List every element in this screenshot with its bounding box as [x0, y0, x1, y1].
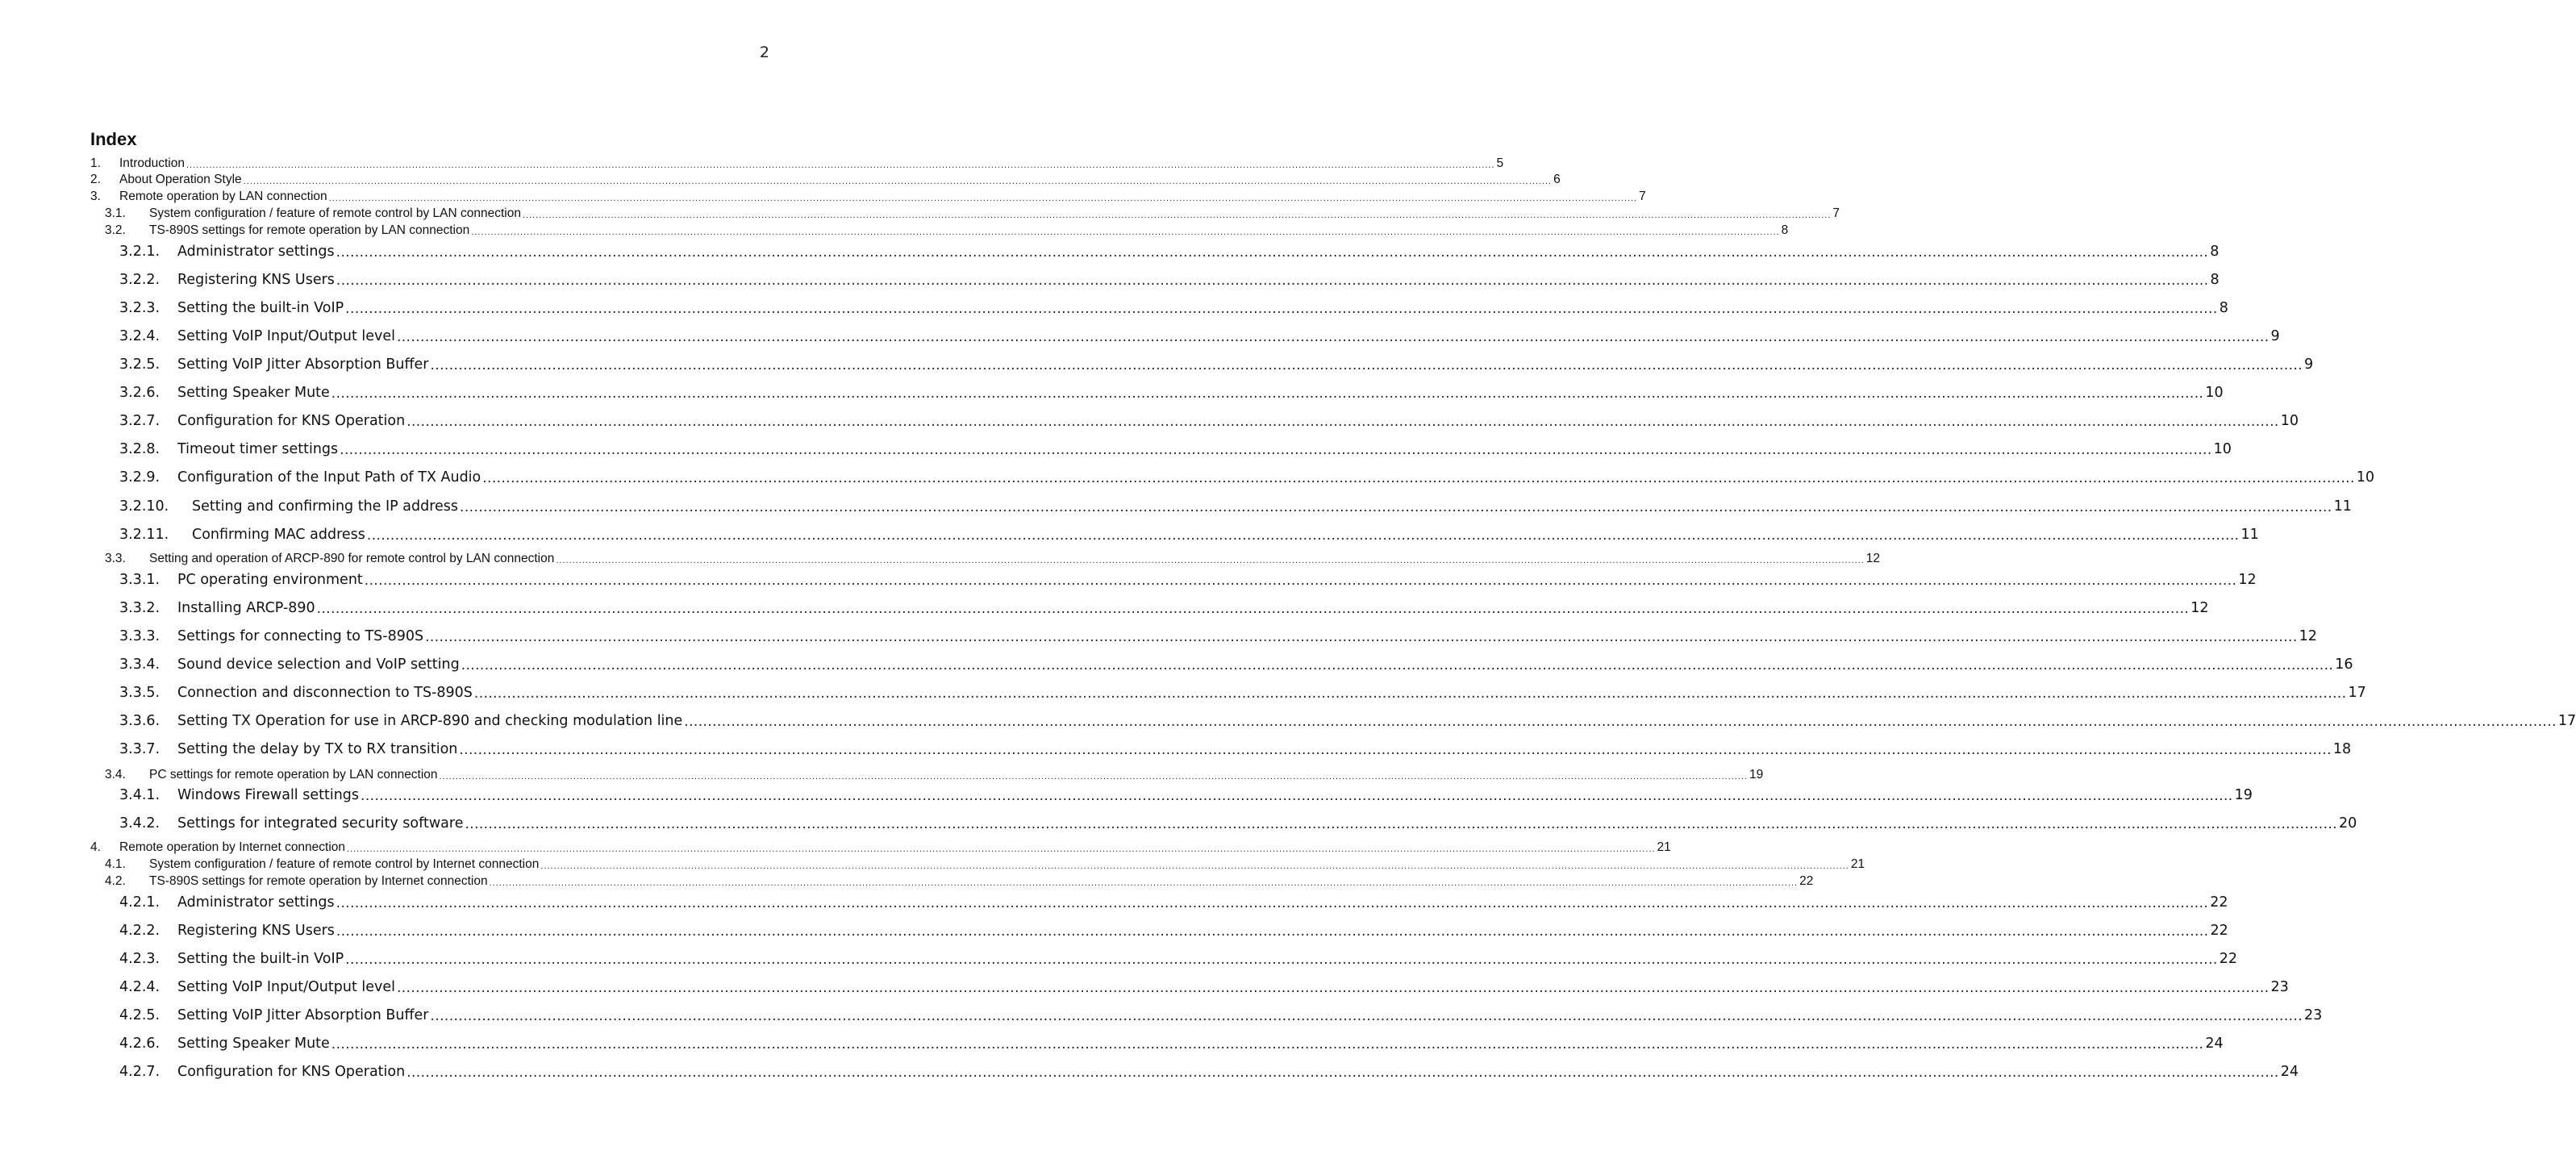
toc-entry-4-2-6[interactable] [119, 1036, 2224, 1052]
toc-entry-3-2-3[interactable] [119, 300, 2228, 317]
dot-leader: ................................................................................................................................................................................................................................................................................................................................................................................................................ [347, 844, 1656, 854]
toc-entry-3-4-2[interactable] [119, 815, 2357, 832]
toc-entry-title: Setting VoIP Jitter Absorption Buffer [177, 1007, 429, 1023]
toc-entry-page: 22 [2210, 923, 2228, 939]
toc-entry-3-2-8[interactable] [119, 441, 2232, 458]
toc-entry-number: 3.2.6. [119, 385, 160, 401]
toc-entry-title: Windows Firewall settings [177, 787, 360, 803]
toc-entry-page: 10 [2213, 441, 2232, 457]
toc-entry-title: Setting and operation of ARCP-890 for remote control by LAN connection [149, 552, 555, 565]
toc-entry-3-2-1[interactable] [119, 244, 2220, 260]
toc-entry-page: 5 [1496, 156, 1504, 170]
toc-entry-title: Setting Speaker Mute [177, 385, 330, 401]
toc-entry-number: 4.2.6. [119, 1036, 160, 1052]
toc-entry-number: 3.3.3. [119, 628, 160, 644]
toc-entry-3-2-6[interactable] [119, 385, 2224, 402]
toc-entry-title: Settings for integrated security software [177, 815, 464, 831]
toc-entry-title: Registering KNS Users [177, 272, 335, 288]
dot-leader: ................................................................................................................................................................................................................................................................................................................................................................................................................ [473, 686, 2347, 702]
toc-entry-4-2-5[interactable] [119, 1007, 2323, 1024]
toc-entry-3-3-7[interactable] [119, 741, 2352, 758]
toc-entry-title: Introduction [119, 156, 185, 170]
toc-entry-page: 23 [2270, 979, 2289, 995]
toc-entry-3-3-3[interactable] [119, 628, 2317, 645]
toc-entry-number: 3.4. [105, 768, 126, 781]
toc-entry-page: 8 [2210, 244, 2220, 260]
toc-entry-3-4[interactable] [105, 768, 1764, 782]
toc-entry-number: 3.3. [105, 552, 126, 565]
index-title: Index [90, 129, 137, 149]
toc-entry-3-3-5[interactable] [119, 685, 2366, 702]
page-number: 2 [759, 44, 769, 61]
toc-entry-title: Remote operation by LAN connection [119, 190, 327, 203]
toc-entry-number: 4.2.1. [119, 894, 160, 911]
toc-entry-number: 3.3.4. [119, 656, 160, 673]
toc-entry-title: Remote operation by Internet connection [119, 840, 346, 854]
toc-entry-title: Sound device selection and VoIP setting [177, 656, 460, 673]
toc-entry-4-2-2[interactable] [119, 923, 2228, 940]
dot-leader: ................................................................................................................................................................................................................................................................................................................................................................................................................ [345, 952, 2218, 968]
dot-leader: ................................................................................................................................................................................................................................................................................................................................................................................................................ [439, 772, 1749, 781]
toc-entry-title: Settings for connecting to TS-890S [177, 628, 424, 644]
toc-entry-page: 24 [2205, 1036, 2224, 1052]
toc-entry-page: 16 [2335, 656, 2353, 673]
toc-entry-title: Timeout timer settings [177, 441, 339, 457]
dot-leader: ................................................................................................................................................................................................................................................................................................................................................................................................................ [397, 329, 2270, 345]
dot-leader: ................................................................................................................................................................................................................................................................................................................................................................................................................ [328, 194, 1638, 203]
toc-entry-3-2-5[interactable] [119, 356, 2314, 373]
toc-entry-3-2-11[interactable] [119, 527, 2259, 544]
toc-entry-number: 3.1. [105, 206, 126, 220]
toc-entry-4-2-4[interactable] [119, 979, 2289, 996]
dot-leader: ................................................................................................................................................................................................................................................................................................................................................................................................................ [471, 227, 1780, 237]
toc-entry-number: 3.2.10. [119, 498, 169, 515]
toc-entry-title: About Operation Style [119, 173, 242, 186]
toc-entry-number: 4. [90, 840, 101, 854]
toc-entry-title: Configuration for KNS Operation [177, 1064, 406, 1080]
toc-entry-title: Setting the built-in VoIP [177, 300, 344, 316]
dot-leader: ................................................................................................................................................................................................................................................................................................................................................................................................................ [459, 742, 2332, 758]
toc-entry-page: 12 [2299, 628, 2317, 644]
toc-entry-page: 8 [2210, 272, 2220, 288]
toc-entry-number: 1. [90, 156, 101, 170]
toc-entry-page: 9 [2304, 356, 2314, 373]
toc-entry-number: 3.2.4. [119, 328, 160, 344]
toc-entry-number: 3.3.7. [119, 741, 160, 757]
toc-entry-number: 4.2.3. [119, 951, 160, 967]
toc-entry-title: Connection and disconnection to TS-890S [177, 685, 473, 701]
toc-entry-title: PC operating environment [177, 572, 363, 588]
toc-entry-number: 4.1. [105, 857, 126, 871]
dot-leader: ................................................................................................................................................................................................................................................................................................................................................................................................................ [364, 573, 2237, 589]
toc-entry-number: 3.2. [105, 223, 126, 237]
dot-leader: ................................................................................................................................................................................................................................................................................................................................................................................................................ [540, 861, 1849, 871]
toc-entry-title: System configuration / feature of remote control by Internet connection [149, 857, 540, 871]
toc-entry-3-3-1[interactable] [119, 572, 2257, 589]
toc-entry-3[interactable] [90, 190, 1646, 204]
toc-entry-number: 4.2.7. [119, 1064, 160, 1080]
toc-entry-number: 3.2.9. [119, 469, 160, 486]
toc-entry-page: 8 [2219, 300, 2228, 316]
toc-entry-title: Installing ARCP-890 [177, 600, 315, 616]
toc-entry-page: 10 [2280, 413, 2299, 429]
toc-entry-number: 3.4.1. [119, 787, 160, 803]
toc-entry-3-4-1[interactable] [119, 787, 2253, 804]
dot-leader: ................................................................................................................................................................................................................................................................................................................................................................................................................ [430, 1008, 2303, 1024]
toc-entry-number: 3.3.5. [119, 685, 160, 701]
toc-entry-page: 24 [2280, 1064, 2299, 1080]
toc-entry-title: Confirming MAC address [192, 527, 365, 543]
dot-leader: ................................................................................................................................................................................................................................................................................................................................................................................................................ [397, 980, 2270, 996]
toc-entry-page: 19 [2234, 787, 2253, 803]
toc-entry-3-3-6[interactable] [119, 713, 2576, 730]
toc-entry-page: 22 [1799, 874, 1814, 888]
toc-entry-number: 3.2.1. [119, 244, 160, 260]
dot-leader: ................................................................................................................................................................................................................................................................................................................................................................................................................ [336, 895, 2209, 911]
toc-entry-title: Registering KNS Users [177, 923, 335, 939]
toc-entry-title: Setting VoIP Jitter Absorption Buffer [177, 356, 429, 373]
toc-entry-number: 4.2. [105, 874, 126, 888]
toc-entry-number: 3. [90, 190, 101, 203]
toc-entry-number: 3.2.2. [119, 272, 160, 288]
toc-entry-number: 3.2.7. [119, 413, 160, 429]
dot-leader: ................................................................................................................................................................................................................................................................................................................................................................................................................ [425, 629, 2298, 645]
toc-entry-number: 2. [90, 173, 101, 186]
toc-entry-3-3-2[interactable] [119, 600, 2209, 617]
toc-entry-2[interactable] [90, 173, 1561, 187]
toc-entry-page: 12 [2190, 600, 2209, 616]
toc-entry-3-2-2[interactable] [119, 272, 2220, 289]
toc-entry-page: 17 [2557, 713, 2576, 729]
toc-entry-page: 11 [2333, 498, 2352, 515]
toc-entry-4-2-7[interactable] [119, 1064, 2299, 1081]
toc-entry-3-2[interactable] [105, 223, 1789, 238]
toc-entry-title: Administrator settings [177, 894, 335, 911]
dot-leader: ................................................................................................................................................................................................................................................................................................................................................................................................................ [336, 273, 2209, 289]
toc-entry-number: 3.4.2. [119, 815, 160, 831]
toc-entry-4-2[interactable] [105, 874, 1814, 889]
toc-entry-page: 10 [2205, 385, 2224, 401]
dot-leader: ................................................................................................................................................................................................................................................................................................................................................................................................................ [522, 210, 1832, 220]
toc-entry-number: 3.3.6. [119, 713, 160, 729]
toc-entry-page: 21 [1657, 840, 1671, 854]
toc-entry-page: 9 [2270, 328, 2280, 344]
dot-leader: ................................................................................................................................................................................................................................................................................................................................................................................................................ [336, 244, 2209, 260]
dot-leader: ................................................................................................................................................................................................................................................................................................................................................................................................................ [465, 816, 2337, 832]
toc-entry-page: 10 [2356, 469, 2375, 486]
toc-entry-3-3[interactable] [105, 552, 1881, 566]
toc-entry-number: 3.2.5. [119, 356, 160, 373]
toc-entry-title: Setting Speaker Mute [177, 1036, 330, 1052]
dot-leader: ................................................................................................................................................................................................................................................................................................................................................................................................................ [406, 1065, 2279, 1081]
toc-entry-1[interactable] [90, 156, 1504, 171]
dot-leader: ................................................................................................................................................................................................................................................................................................................................................................................................................ [556, 556, 1865, 565]
dot-leader: ................................................................................................................................................................................................................................................................................................................................................................................................................ [489, 878, 1799, 888]
dot-leader: ................................................................................................................................................................................................................................................................................................................................................................................................................ [684, 714, 2557, 730]
toc-entry-3-2-4[interactable] [119, 328, 2280, 345]
toc-entry-number: 3.3.1. [119, 572, 160, 588]
toc-entry-title: Setting VoIP Input/Output level [177, 979, 395, 995]
dot-leader: ................................................................................................................................................................................................................................................................................................................................................................................................................ [340, 442, 2212, 458]
dot-leader: ................................................................................................................................................................................................................................................................................................................................................................................................................ [361, 788, 2233, 804]
dot-leader: ................................................................................................................................................................................................................................................................................................................................................................................................................ [336, 923, 2209, 940]
toc-entry-page: 22 [2210, 894, 2228, 911]
toc-entry-page: 8 [1781, 223, 1789, 237]
toc-entry-4-1[interactable] [105, 857, 1865, 872]
toc-entry-page: 6 [1553, 173, 1561, 186]
toc-entry-number: 4.2.5. [119, 1007, 160, 1023]
toc-entry-number: 4.2.2. [119, 923, 160, 939]
dot-leader: ................................................................................................................................................................................................................................................................................................................................................................................................................ [316, 601, 2190, 617]
toc-entry-number: 3.2.11. [119, 527, 169, 543]
toc-entry-page: 21 [1850, 857, 1865, 871]
toc-entry-page: 19 [1749, 768, 1764, 781]
toc-entry-4-2-3[interactable] [119, 951, 2237, 968]
dot-leader: ................................................................................................................................................................................................................................................................................................................................................................................................................ [243, 177, 1553, 186]
toc-entry-title: System configuration / feature of remote control by LAN connection [149, 206, 521, 220]
dot-leader: ................................................................................................................................................................................................................................................................................................................................................................................................................ [331, 1036, 2204, 1052]
toc-entry-3-3-4[interactable] [119, 656, 2353, 673]
toc-entry-number: 3.2.3. [119, 300, 160, 316]
toc-entry-3-1[interactable] [105, 206, 1840, 221]
toc-entry-title: PC settings for remote operation by LAN connection [149, 768, 438, 781]
toc-entry-page: 11 [2240, 527, 2259, 543]
toc-entry-page: 12 [2238, 572, 2257, 588]
toc-entry-3-2-9[interactable] [119, 469, 2375, 486]
toc-entry-page: 17 [2348, 685, 2366, 701]
toc-entry-title: Configuration of the Input Path of TX Audio [177, 469, 481, 486]
dot-leader: ................................................................................................................................................................................................................................................................................................................................................................................................................ [430, 357, 2303, 373]
toc-entry-title: Setting and confirming the IP address [192, 498, 459, 515]
toc-entry-page: 22 [2219, 951, 2237, 967]
toc-entry-title: Administrator settings [177, 244, 335, 260]
dot-leader: ................................................................................................................................................................................................................................................................................................................................................................................................................ [482, 470, 2355, 486]
toc-entry-title: Setting the delay by TX to RX transition [177, 741, 458, 757]
toc-entry-title: Configuration for KNS Operation [177, 413, 406, 429]
toc-entry-number: 3.2.8. [119, 441, 160, 457]
toc-entry-page: 12 [1865, 552, 1881, 565]
dot-leader: ................................................................................................................................................................................................................................................................................................................................................................................................................ [461, 657, 2334, 673]
toc-entry-number: 3.3.2. [119, 600, 160, 616]
toc-entry-3-2-10[interactable] [119, 498, 2352, 515]
toc-entry-4-2-1[interactable] [119, 894, 2228, 911]
toc-entry-page: 18 [2332, 741, 2352, 757]
dot-leader: ................................................................................................................................................................................................................................................................................................................................................................................................................ [186, 160, 1495, 170]
dot-leader: ................................................................................................................................................................................................................................................................................................................................................................................................................ [366, 527, 2240, 544]
toc-entry-page: 23 [2304, 1007, 2323, 1023]
dot-leader: ................................................................................................................................................................................................................................................................................................................................................................................................................ [460, 499, 2332, 515]
toc-entry-page: 20 [2339, 815, 2357, 831]
dot-leader: ................................................................................................................................................................................................................................................................................................................................................................................................................ [406, 414, 2279, 430]
toc-entry-3-2-7[interactable] [119, 413, 2299, 430]
dot-leader: ................................................................................................................................................................................................................................................................................................................................................................................................................ [345, 301, 2218, 317]
toc-entry-title: Setting VoIP Input/Output level [177, 328, 395, 344]
toc-entry-4[interactable] [90, 840, 1671, 855]
dot-leader: ................................................................................................................................................................................................................................................................................................................................................................................................................ [331, 386, 2204, 402]
toc-entry-title: Setting TX Operation for use in ARCP-890 and checking modulation line [177, 713, 683, 729]
toc-entry-page: 7 [1832, 206, 1840, 220]
toc-entry-title: Setting the built-in VoIP [177, 951, 344, 967]
toc-entry-title: TS-890S settings for remote operation by Internet connection [149, 874, 488, 888]
toc-entry-title: TS-890S settings for remote operation by LAN connection [149, 223, 470, 237]
toc-entry-page: 7 [1639, 190, 1646, 203]
toc-entry-number: 4.2.4. [119, 979, 160, 995]
